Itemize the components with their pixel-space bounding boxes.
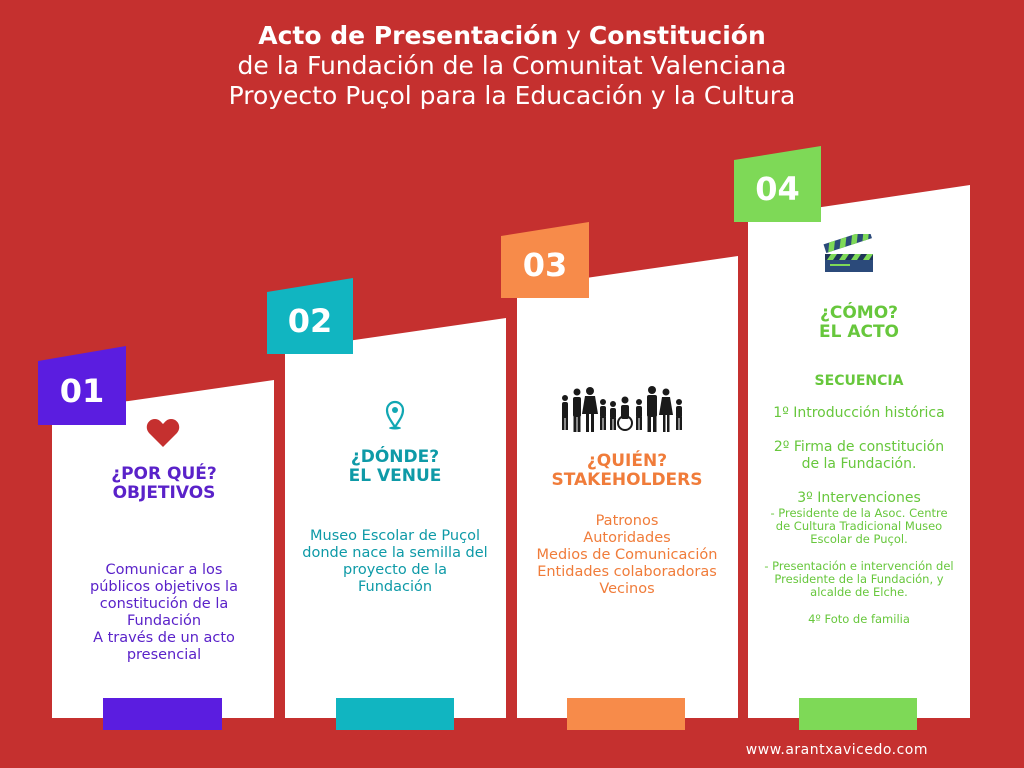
step-2-line-2: de la Fundación. xyxy=(801,456,917,472)
panel-4-heading-line-1: ¿CÓMO? xyxy=(819,303,899,323)
panel-3-heading-line-2: STAKEHOLDERS xyxy=(551,470,703,490)
title-line-3: Proyecto Puçol para la Educación y la Cultura xyxy=(228,81,796,110)
title-line-2: de la Fundación de la Comunitat Valenciana xyxy=(237,51,787,80)
step-3-detail-a-line-3: Escolar de Puçol. xyxy=(810,532,908,546)
step-3-detail-b-line-2: Presidente de la Fundación, y xyxy=(774,572,944,586)
panel-1-body-line: Fundación xyxy=(126,613,202,629)
panel-1-body-line: constitución de la xyxy=(99,596,229,612)
panel-4-steps xyxy=(752,405,966,626)
clapperboard-icon xyxy=(822,234,876,274)
step-3-detail-a-line-2: de Cultura Tradicional Museo xyxy=(775,519,943,533)
panel-1-body-line: públicos objetivos la xyxy=(90,579,238,595)
step-3-detail-b-line-1: - Presentación e intervención del xyxy=(764,559,954,573)
step-2-line-1: 2º Firma de constitución xyxy=(773,439,945,455)
panel-4-heading xyxy=(756,304,962,342)
panel-2-number: 02 xyxy=(287,302,333,340)
panel-3-body-line: Entidades colaboradoras xyxy=(537,564,717,580)
title-connector: y xyxy=(558,21,589,50)
panel-4-footer-bar xyxy=(799,698,917,730)
step-3-detail-a-line-1: - Presidente de la Asoc. Centre xyxy=(770,506,948,520)
panel-4-number: 04 xyxy=(755,170,800,208)
step-4: 4º Foto de familia xyxy=(808,612,910,626)
panel-3-number: 03 xyxy=(522,246,568,284)
step-3: 3º Intervenciones xyxy=(797,490,921,506)
step-1: 1º Introducción histórica xyxy=(773,405,945,421)
panel-3-body-line: Autoridades xyxy=(583,530,671,546)
panel-2-heading-line-2: EL VENUE xyxy=(348,466,442,486)
panel-1-body-line: Comunicar a los xyxy=(105,562,223,578)
panel-1-heading-line-1: ¿POR QUÉ? xyxy=(111,464,217,484)
panel-2-heading-line-1: ¿DÓNDE? xyxy=(350,447,440,467)
panel-3-body-line: Vecinos xyxy=(599,581,655,597)
panel-2-body-line: proyecto de la xyxy=(342,562,447,578)
panel-3-body-line: Medios de Comunicación xyxy=(536,547,718,563)
panel-3-heading-line-1: ¿QUIÉN? xyxy=(586,451,668,471)
title-part-2: Constitución xyxy=(588,21,766,50)
panel-4-subheading: SECUENCIA xyxy=(814,373,904,389)
title-part-1: Acto de Presentación xyxy=(258,21,559,50)
panel-1-number: 01 xyxy=(59,372,105,410)
website-link[interactable]: www.arantxavicedo.com xyxy=(745,742,928,758)
panel-2-body-line: Museo Escolar de Puçol xyxy=(310,528,480,544)
panel-1-body-line: A través de un acto xyxy=(93,630,235,646)
panel-3-body-line: Patronos xyxy=(595,513,659,529)
panel-2-body-line: Fundación xyxy=(357,579,433,595)
panel-2-body-line: donde nace la semilla del xyxy=(302,545,488,561)
panel-4-heading-line-2: EL ACTO xyxy=(818,322,900,342)
panel-1-heading-line-2: OBJETIVOS xyxy=(112,483,216,503)
step-3-detail-b-line-3: alcalde de Elche. xyxy=(810,585,908,599)
panel-1-body-line: presencial xyxy=(126,647,202,663)
